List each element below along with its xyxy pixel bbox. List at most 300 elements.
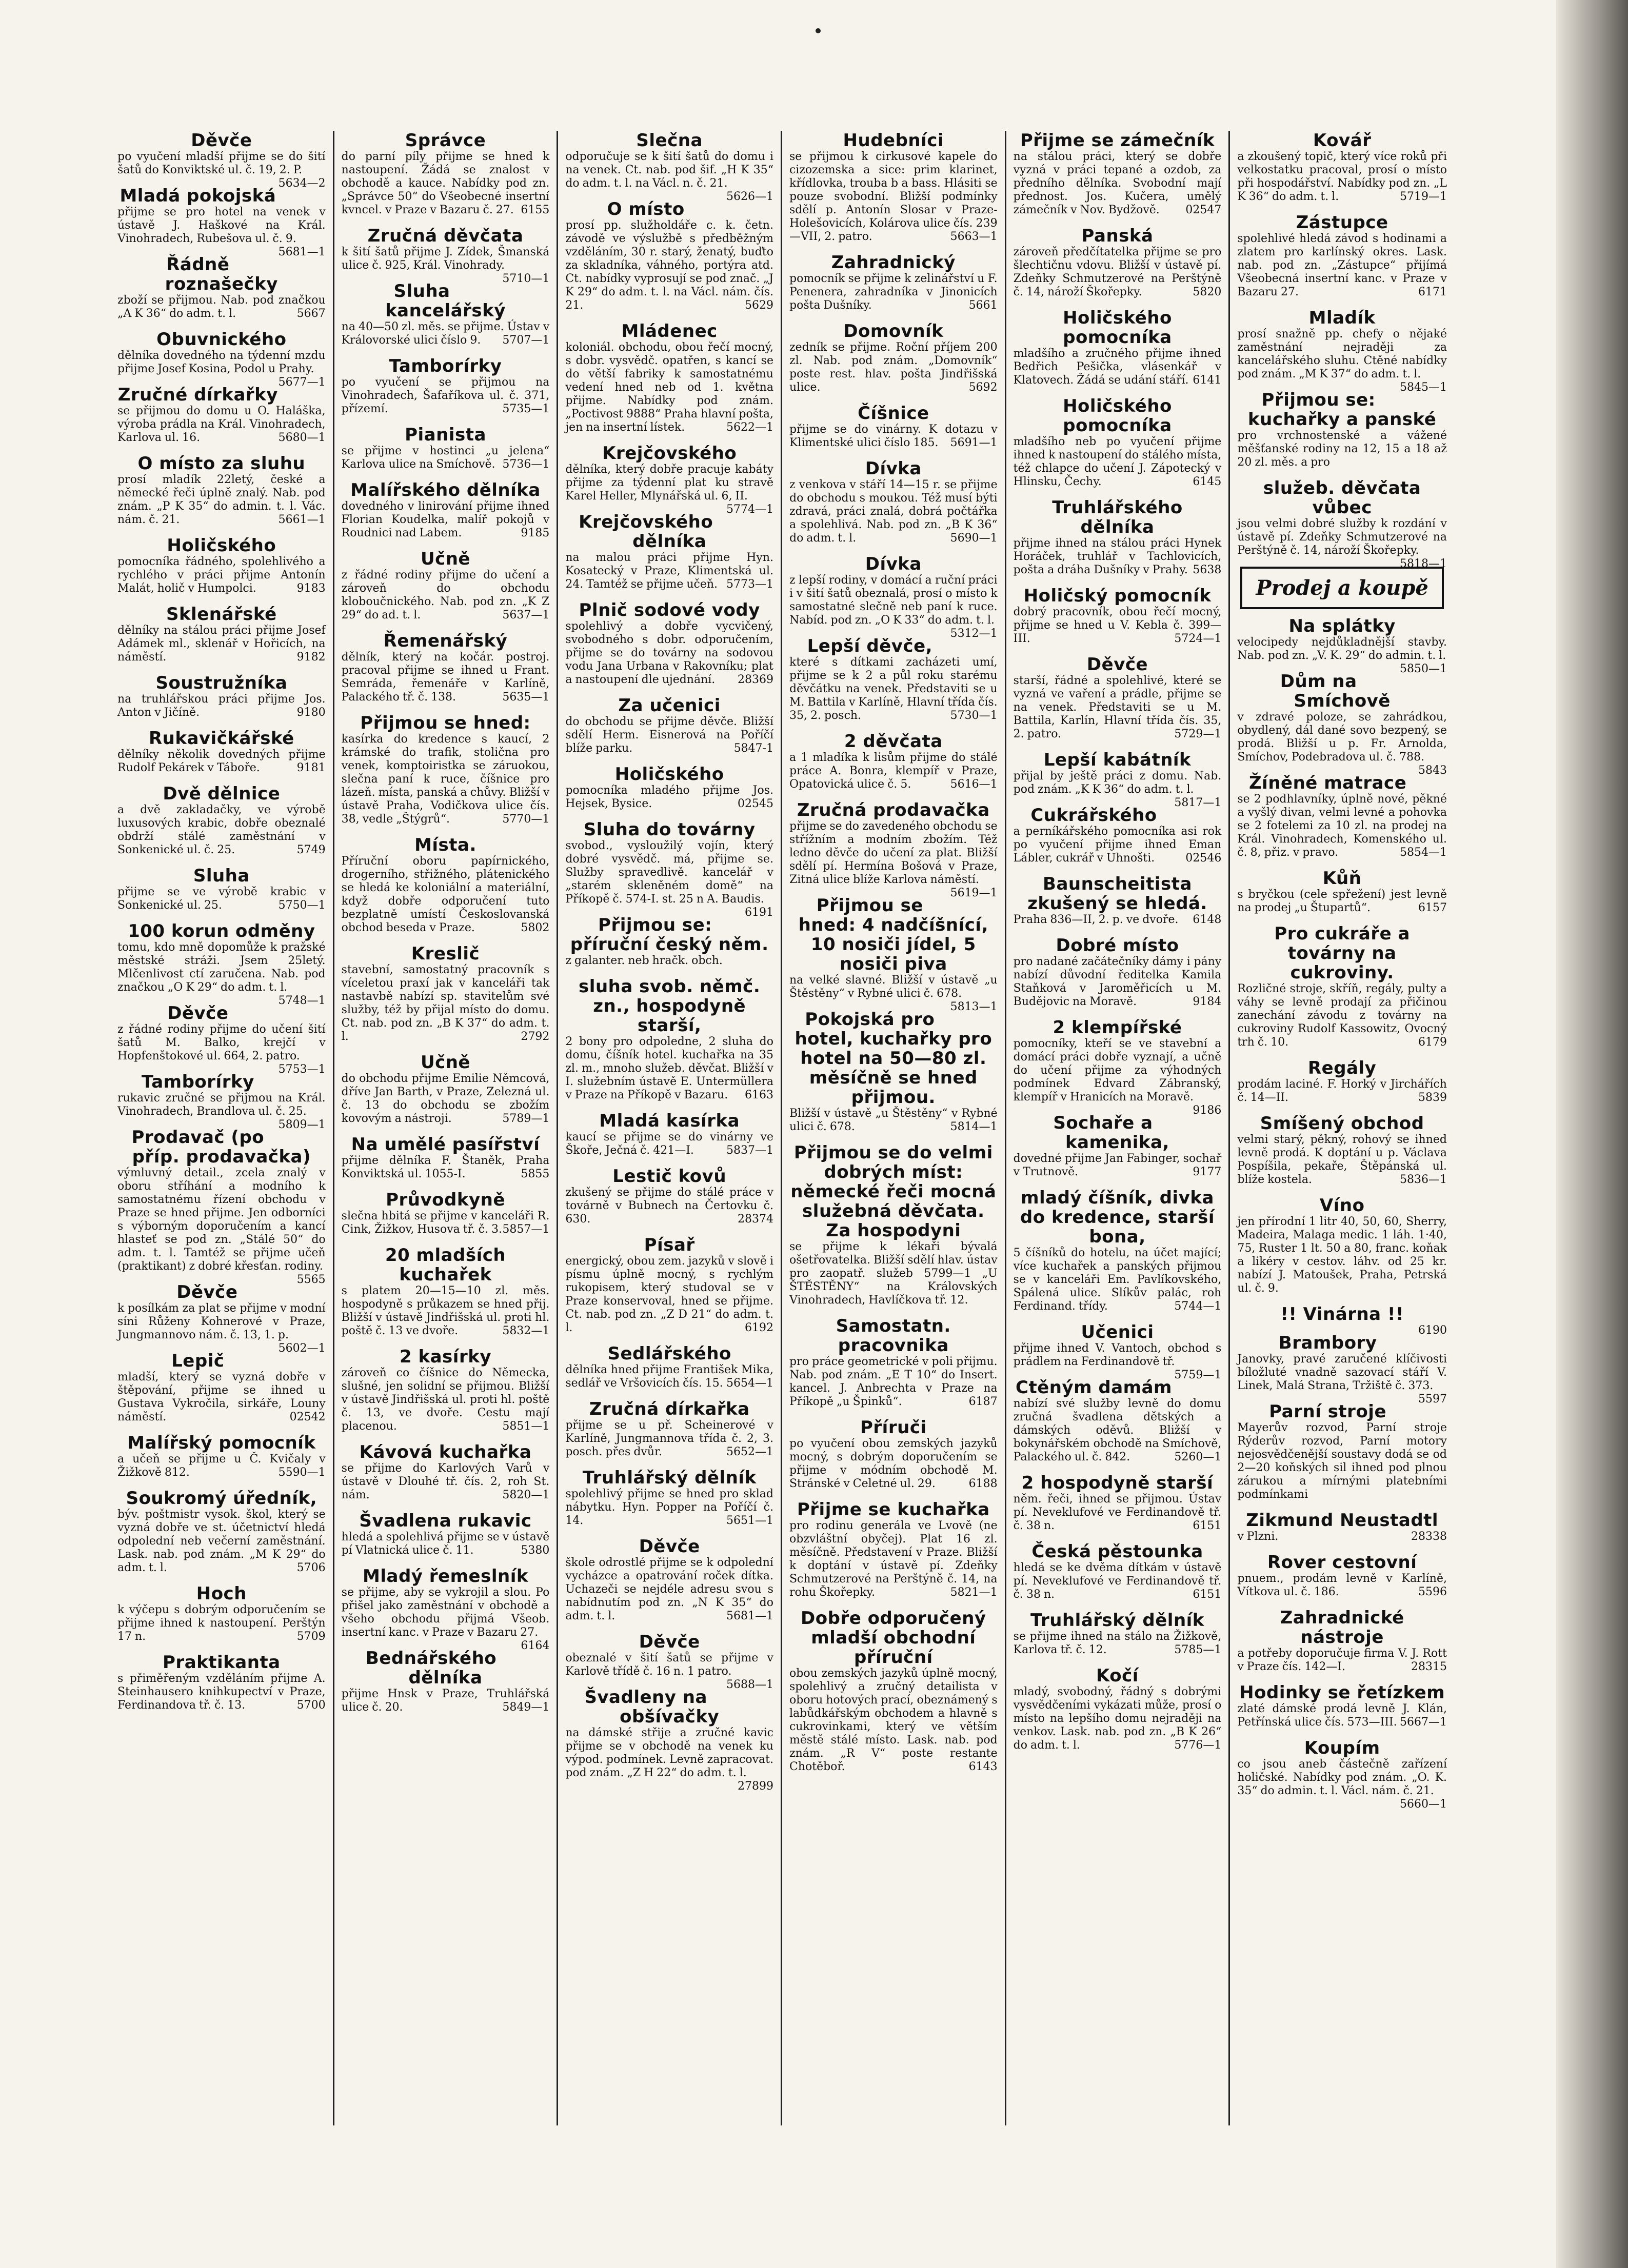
ad-body: [789, 1437, 998, 1491]
ad-number: 5681—1: [278, 246, 326, 258]
ad-heading: Regály: [1307, 1058, 1377, 1078]
ad-number: 5707—1: [502, 334, 550, 347]
ad-heading: Hodinky se řetízkem: [1239, 1682, 1445, 1703]
ad-number: 5596: [1418, 1585, 1447, 1598]
ad-text: dělníka hned přijme František Mika, sedlář ve Vršovicích čís. 15.: [565, 1363, 773, 1390]
ad-number: 6145: [1193, 475, 1222, 488]
ad-heading: Přijme se zámečník: [1020, 131, 1215, 151]
ad-heading: 20 mladších kuchařek: [385, 1245, 506, 1285]
ad-text: přijme ihned na stálou práci Hynek Horáček, truhlář v Tachlovicích, pošta a dráha Dušníky v Prahy.: [1013, 537, 1222, 576]
ad-heading: Víno: [1319, 1195, 1365, 1216]
ad-text: mladšího a zručného přijme ihned Bedřich Pešička, vlásenkář v Klatovech. Žádá se udání stáří.: [1013, 347, 1222, 387]
ad-text: Janovky, pravé zaručené klíčivosti bíložluté vnadně sazovací stáří V. Linek, Malá Strana, Tržiště č. 373.: [1237, 1353, 1447, 1392]
ad-number: 5753—1: [278, 1063, 326, 1076]
classified-ad: [342, 1649, 550, 1714]
ad-heading: Hudebníci: [843, 131, 944, 151]
ad-text: dovedné přijme Jan Fabinger, sochař v Trutnově.: [1013, 1152, 1222, 1178]
classified-ad: [789, 131, 998, 244]
ad-heading: Lepič: [171, 1351, 225, 1371]
ad-number: 5749: [296, 844, 326, 856]
classified-ad: [117, 1584, 326, 1643]
ad-heading: Sluha kancelářský: [385, 281, 506, 321]
classified-ad: [565, 600, 773, 687]
ad-number: 5854—1: [1399, 846, 1447, 859]
ad-body: [117, 804, 326, 857]
ad-body: [117, 1672, 326, 1712]
ad-number: 5821—1: [950, 1586, 998, 1599]
ad-number: 5661—1: [278, 513, 326, 526]
ad-body: [565, 620, 773, 687]
ad-heading: Mladá pokojská: [120, 186, 276, 206]
classified-ad: [341, 226, 550, 285]
ad-text: velocipedy nejdůkladnější stavby. Nab. pod zn. „V. K. 29“ do admin. t. l.: [1237, 636, 1447, 662]
ad-heading: 2 hospodyně starší: [1021, 1473, 1214, 1493]
ad-heading: Učně: [420, 549, 470, 569]
ad-heading: Příruči: [860, 1417, 927, 1438]
ad-text: a potřeby doporučuje firma V. J. Rott v Praze čís. 142—I.: [1237, 1647, 1447, 1673]
ad-number: 5634—2: [278, 177, 326, 190]
classified-ad: [1014, 806, 1222, 865]
ad-text: starší, řádné a spolehlivé, které se vyzná ve vaření a prádle, přijme se na venek. Představiti se u M. Battila, Karlín, Hlavní třída čís. 35, 2. patro.: [1013, 674, 1222, 740]
ad-heading: Ctěným damám: [1016, 1377, 1172, 1398]
ad-heading: Zručná dírkařka: [589, 1399, 750, 1419]
ad-text: jen přírodní 1 litr 40, 50, 60, Sherry, Madeira, Malaga medic. 1 láh. 1·40, 75, Ruster 1 lt. 50 a 80, franc. koňak a likéry v cestov. láhv. od 25 kr. nabízí J. Matoušek, Praha, Petrská ul. č. 9.: [1237, 1215, 1447, 1295]
column-4: [782, 131, 1006, 2125]
ad-heading: Zikmund Neustadtl: [1246, 1510, 1439, 1531]
ad-number: 5837—1: [726, 1144, 773, 1157]
ad-body: [1237, 1647, 1447, 1674]
ad-heading: Kočí: [1096, 1665, 1139, 1686]
classified-ad: [1237, 773, 1447, 859]
ad-heading: Česká pěstounka: [1031, 1541, 1203, 1562]
classified-ad: [1237, 390, 1447, 469]
ad-number: 02545: [737, 797, 773, 810]
ad-body: [117, 886, 326, 912]
classified-ad: [117, 1433, 326, 1479]
ad-number: 5629: [744, 299, 773, 312]
classified-ad: [117, 329, 326, 389]
ad-text: výmluvný detail., zcela znalý v oboru stříhání a modního k samostatnému řízení obchodu v Praze se hned přijme. Jen odborníci s výborným doporučením a kancí hlasteť se pod zn. „Stálé 50“ do adm. t. l. Tamtéž se přijme učeň (praktikant) z dobré křesťan. rodiny.: [117, 1167, 326, 1273]
ad-body: [117, 1023, 326, 1076]
ad-heading: Sluha: [193, 866, 250, 886]
ad-body: [1014, 537, 1222, 577]
ad-heading: Holičského: [167, 535, 276, 556]
ad-text: prosí mladík 22letý, české a německé řeči úplně znalý. Nab. pod znám. „P K 35“ do admin. t. l. Vác. nám. č. 21.: [117, 473, 326, 526]
ad-number: 5626—1: [726, 190, 773, 203]
ad-heading: 2 klempířské: [1053, 1017, 1182, 1038]
classified-ad: [565, 322, 773, 434]
ad-text: slečna hbitá se přijme v kanceláři R. Cink, Žižkov, Husova tř. č. 3.: [341, 1210, 550, 1236]
classified-ad: [565, 819, 773, 919]
ad-body: [1014, 246, 1222, 299]
ad-text: obou zemských jazyků úplně mocný, spolehlivý a zručný detailista v oboru hotových prací, obeznámený s labůdkářským obchodem a hlavně s cukrovinkami, který ve větším městě stálé místo. Lask. nab. pod znám. „R V“ poste restante Chotěboř.: [789, 1667, 998, 1773]
ad-body: [565, 1652, 773, 1691]
ad-body: [117, 473, 326, 527]
ad-body: [341, 1586, 550, 1652]
ad-number: 5814—1: [950, 1120, 998, 1133]
ad-body: [1237, 1572, 1447, 1599]
ad-text: do parní píly přijme se hned k nastoupení. Žádá se znalost v obchodě a kauce. Nabídky pod zn. „Správce 50“ do Všeobecné insertní kvncel. v Praze v Bazaru č. 27.: [341, 150, 550, 216]
ad-text: zedník se přijme. Roční příjem 200 zl. Nab. pod znám. „Domovník“ poste rest. hlav. pošta Jindřišská ulice.: [789, 341, 998, 394]
ad-body: [342, 1462, 550, 1502]
ad-text: energický, obou zem. jazyků v slově i písmu úplně mocný, s rychlým rukopisem, který studoval se v Praze konservoval, hned se přijme. Ct. nab. pod zn. „Z D 21“ do adm. t. l.: [565, 1255, 773, 1334]
ad-heading: Sochaře a kamenika,: [1053, 1113, 1169, 1153]
ad-body: [1237, 1758, 1447, 1811]
ad-heading: Samostatn. pracovnika: [836, 1316, 951, 1356]
ad-heading: Kávová kuchařka: [359, 1442, 532, 1462]
ad-text: na 40—50 zl. měs. se přijme. Ústav v Královorské ulici číslo 9.: [341, 320, 550, 347]
ad-number: 5637—1: [502, 609, 550, 621]
ad-number: 6171: [1418, 286, 1447, 298]
ad-heading: Domovník: [843, 321, 944, 342]
ad-text: se 2 podhlavníky, úplně nové, pěkné a vyšlý divan, velmi levné a pohovka se 2 fotelemi za 10 zl. na prodej na Král. Vinohradech, Komenského ul. č. 8, přiz. v pravo.: [1237, 793, 1447, 859]
ad-body: [1013, 1342, 1222, 1381]
ad-number: 5817—1: [1174, 796, 1222, 809]
ad-body: [342, 1367, 550, 1433]
ad-number: 02547: [1185, 204, 1222, 216]
ad-number: 6191: [744, 906, 773, 919]
ad-body: [565, 784, 773, 811]
ad-number: 5744—1: [1174, 1300, 1222, 1313]
ad-body: [789, 1107, 998, 1134]
classified-ad: [117, 1351, 326, 1424]
ad-body: [342, 1154, 550, 1181]
ad-text: pnuem., prodám levně v Karlíně, Vítkova ul. č. 186.: [1237, 1572, 1447, 1598]
classified-ad: [342, 356, 550, 416]
ad-number: 02542: [289, 1411, 326, 1423]
classified-ad: [789, 1143, 998, 1307]
ad-body: [1237, 711, 1447, 777]
ad-number: 9183: [296, 582, 326, 595]
ad-number: 9184: [1193, 995, 1222, 1008]
ad-heading: Obuvnického: [156, 329, 287, 350]
ad-number: 9177: [1193, 1166, 1222, 1178]
column-1: [110, 131, 334, 2125]
ad-text: a dvě zakladačky, ve výrobě luxusových krabic, dobře obeznalé obdrží stálé zaměstnání v Sonkenické ul. č. 25.: [117, 804, 326, 856]
ad-body: [565, 219, 773, 312]
classified-ad: [789, 554, 998, 640]
ad-heading: Sklenářské: [166, 604, 277, 625]
classified-ad: [565, 131, 773, 203]
ad-number: 9180: [296, 706, 326, 719]
ad-body: [117, 693, 326, 719]
ad-number: 5813—1: [950, 1000, 998, 1013]
ad-number: 6141: [1193, 374, 1222, 387]
classified-ad: [1237, 1114, 1447, 1187]
ad-number: 5638: [1193, 564, 1222, 576]
ad-text: přijme dělníka F. Štaněk, Praha Konviktská ul. 1055-I.: [341, 1154, 550, 1180]
ad-heading: Děvče: [639, 1536, 700, 1557]
ad-heading: Soustružníka: [155, 673, 288, 693]
classified-ad: [1013, 750, 1222, 809]
ad-heading: Švadleny na obšívačky: [584, 1687, 720, 1727]
ad-body: [1014, 1397, 1222, 1464]
ad-text: se přijme, aby se vykrojil a slou. Po přišel jako zaměstnání v obchodě a všeho obchodu přijmá Všeob. insertní kanc. v Praze v Bazaru 27.: [341, 1586, 550, 1639]
ad-body: [1237, 636, 1447, 675]
ad-text: Praha 836—II, 2. p. ve dvoře.: [1013, 913, 1179, 926]
ad-number: 5602—1: [278, 1342, 326, 1355]
ad-heading: Brambory: [1278, 1333, 1377, 1353]
ad-heading: Mládenec: [621, 321, 718, 342]
ad-body: [1237, 1353, 1447, 1406]
ad-number: 6164: [521, 1639, 550, 1652]
ad-number: 5735—1: [502, 403, 550, 415]
classified-ad: [789, 404, 998, 450]
classified-ad: [342, 1190, 550, 1236]
classified-ad: [342, 835, 550, 935]
classified-ad: [1237, 308, 1447, 394]
ad-body: [342, 500, 550, 540]
ad-number: 5312—1: [950, 627, 998, 640]
ad-text: pomocník se přijme k zelinářství u F. Penenera, zahradníka v Jinonicích pošta Dušníky.: [789, 272, 998, 312]
ad-body: [789, 974, 998, 1013]
ad-body: [789, 1667, 998, 1774]
ad-heading: Zahradnické nástroje: [1280, 1608, 1404, 1648]
ad-heading: Lepší kabátník: [1043, 750, 1192, 770]
ad-text: v zdravé poloze, se zahrádkou, obydlený, dál dané sovo bezpený, se prodá. Bližší u p. Fr. Arnolda, Smíchov, Podebradova ul. č. 788.: [1237, 711, 1447, 764]
ad-body: [342, 964, 550, 1043]
ad-text: přijme se ve výrobě krabic v Sonkenické ul. 25.: [117, 886, 326, 912]
ad-heading: Děvče: [167, 1003, 229, 1023]
ad-heading: Přijmou se: příruční český něm.: [570, 915, 769, 955]
ad-number: 5635—1: [502, 691, 550, 704]
ad-body: [1237, 982, 1447, 1049]
classified-ad: [117, 131, 326, 190]
ad-text: svobod., vysloužilý vojín, který dobré vysvědč. má, přijme se. Služby spravedlivě. kancelář v „starém skleněném domě“ na Příkopě č. 574-I. st. 25 n A. Baudis.: [565, 839, 773, 906]
ad-number: 5710—1: [502, 272, 550, 285]
ad-body: [789, 1519, 998, 1599]
ad-heading: Pokojská pro hotel, kuchařky pro hotel na 50—80 zl. měsíčně se hned přijmou.: [795, 1009, 992, 1108]
ad-number: 6151: [1193, 1519, 1222, 1532]
classified-ad: [1014, 308, 1222, 387]
ad-heading: Sedlářského: [607, 1343, 731, 1364]
ad-text: pomocníky, kteří se ve stavební a domácí práci dobře vyznají, a učně do učení přijme za výhodných podmínek Edvard Zábranský, klempíř v Hranicích na Moravě.: [1013, 1037, 1222, 1103]
ad-text: dělníky na stálou práci přijme Josef Adámek ml., sklenář v Hořicích, na náměstí.: [117, 624, 326, 664]
ad-heading: 2 kasírky: [400, 1347, 491, 1367]
ad-number: 5748—1: [278, 994, 326, 1007]
ad-text: do obchodu přijme Emilie Němcová, dříve Jan Barth, v Praze, Zelezná ul. č. 13 do obchodu se zbožím kovovým a nástroji.: [341, 1072, 550, 1125]
ad-number: 6192: [744, 1321, 773, 1334]
ad-body: [1014, 674, 1222, 741]
ad-body: [117, 624, 326, 664]
ad-number: 6190: [1418, 1324, 1447, 1337]
ad-body: [342, 445, 550, 471]
classified-ad: [1237, 131, 1447, 204]
ad-text: velmi starý, pěkný, rohový se ihned levně prodá. K doptání u p. Václava Pospíšila, pekaře, Štěpánská ul. blíže kostela.: [1237, 1133, 1447, 1186]
ad-text: koloniál. obchodu, obou řečí mocný, s dobr. vysvědč. opatřen, s kancí se do větší fabriky k samostatnému vedení hned neb od 1. května přijme. Nabídky pod znám. „Poctivost 9888“ Praha hlavní pošta, jen na insertní lístek.: [565, 341, 773, 434]
ad-text: dělníka dovedného na týdenní mzdu přijme Josef Kosina, Podol u Prahy.: [117, 349, 326, 375]
ad-body: [565, 715, 773, 755]
ad-heading: 100 korun odměny: [128, 921, 315, 941]
ad-body: [1014, 150, 1222, 217]
ad-body: [1014, 913, 1222, 927]
ad-heading: Truhlářský dělník: [582, 1468, 757, 1488]
classified-ad: [565, 512, 773, 591]
ad-text: s přiměřeným vzděláním přijme A. Steinhausero knihkupectví v Praze, Ferdinandova tř. č. 13.: [117, 1672, 326, 1712]
ad-text: prosí snažně pp. chefy o nějaké zaměstnání nejraději za kancelářského sluhu. Ctěné nabídky pod znám. „M K 37“ do adm. t. l.: [1237, 328, 1447, 380]
ad-heading: Sluha do továrny: [583, 819, 756, 840]
ad-body: [1237, 429, 1447, 469]
ad-body: [1014, 1630, 1222, 1657]
ad-text: odporučuje se k šití šatů do domu i na venek. Ct. nab. pod šif. „H K 35“ do adm. t. l. na Václ. n. č. 21.: [565, 150, 773, 190]
classified-ad: [565, 1632, 773, 1691]
ad-heading: Rukavičkářské: [148, 728, 294, 749]
ad-number: 6157: [1418, 901, 1447, 914]
ad-text: po vyučení obou zemských jazyků mocný, s dobrým doporučením se přijme v módním obchodě M. Stránské v Celetné ul. 29.: [789, 1437, 998, 1490]
ad-number: 5724—1: [1174, 632, 1222, 645]
ad-body: [1014, 1493, 1222, 1533]
ad-number: 5622—1: [726, 421, 773, 434]
classified-ad: [342, 282, 550, 347]
classified-ad: [1237, 1333, 1447, 1406]
ad-heading: Místa.: [414, 835, 477, 855]
ad-number: 5590—1: [278, 1466, 326, 1479]
classified-ad: [342, 1246, 550, 1338]
ad-body: [565, 1255, 773, 1335]
ad-number: 5730—1: [950, 709, 998, 722]
ad-heading: Žíněné matrace: [1249, 773, 1407, 793]
classified-ad: [565, 1111, 773, 1157]
ad-body: [117, 1603, 326, 1643]
ad-text: mladý, svobodný, řádný s dobrými vysvědčeními vykázati může, prosí o místo na lepšího domu nejraději na venkov. Lask. nab. pod zn. „B K 26“ do adm. t. l.: [1013, 1685, 1222, 1752]
ad-text: Mayerův rozvod, Parní stroje Rýderův rozvod, Parní motory nejosvědčenější soustavy dodá se od 2—20 koňských sil ihned pod plnou zárukou a mírnými platebními podmínkami: [1237, 1421, 1447, 1501]
ad-text: přijme se do vinárny. K dotazu v Klimentské ulici číslo 185.: [789, 423, 998, 449]
ad-number: 5260—1: [1174, 1451, 1222, 1463]
ad-number: 28315: [1411, 1660, 1447, 1673]
classified-ad: [565, 1468, 773, 1528]
ad-number: 5851—1: [502, 1420, 550, 1433]
ad-heading: Soukromý úředník,: [126, 1488, 317, 1509]
classified-ad: [565, 199, 773, 312]
ad-text: přijme se u př. Scheinerové v Karlíně, Jungmannova třída č. 2, 3. posch. přes dvůr.: [565, 1419, 773, 1458]
ad-number: 5850—1: [1399, 663, 1447, 675]
classified-ad: [565, 1235, 773, 1335]
ad-heading: sluha svob. němč. zn., hospodyně starší,: [579, 976, 761, 1036]
ad-number: 6143: [968, 1760, 998, 1773]
ad-number: 27899: [737, 1780, 773, 1793]
ad-number: 5652—1: [726, 1446, 773, 1458]
column-6: [1230, 131, 1454, 2125]
ad-body: [1014, 1247, 1222, 1313]
classified-ad: [117, 866, 326, 912]
column-5: [1006, 131, 1230, 2125]
classified-ad: [117, 1282, 326, 1355]
ad-number: 5667: [296, 307, 326, 320]
ad-heading: Holičský pomocník: [1023, 586, 1212, 606]
classified-ad: [117, 605, 326, 664]
ad-number: 5654—1: [726, 1377, 773, 1390]
ad-text: a 1 mladíka k lisům přijme do stálé práce A. Bonra, klempíř v Praze, Opatovická ulice č. 5.: [789, 751, 998, 791]
classified-ad: [342, 1511, 550, 1557]
ad-text: zboží se přijmou. Nab. pod značkou „A K 36“ do adm. t. l.: [117, 294, 326, 320]
ad-body: [1013, 770, 1222, 809]
ad-text: na dámské střije a zručné kavic přijme se v obchodě na venek ku výpod. podmínek. Levně zapracovat. pod znám. „Z H 22“ do adm. t. l.: [565, 1727, 773, 1779]
ad-number: 5773—1: [726, 578, 773, 591]
ad-text: se přijme v hostinci „u jelena“ Karlova ulice na Smíchově.: [341, 445, 550, 471]
ad-number: 5651—1: [726, 1514, 773, 1527]
ad-text: k posílkám za plat se přijme v modní síni Růženy Kohnerové v Praze, Jungmannovo nám. č. 13, 1. p.: [117, 1302, 326, 1341]
ad-number: 5616—1: [950, 778, 998, 791]
ad-heading: Kovář: [1313, 131, 1372, 151]
classified-ad: [1014, 586, 1222, 646]
ad-number: 5663—1: [950, 230, 998, 243]
ad-heading: Zástupce: [1296, 212, 1388, 233]
classified-ad: [789, 1316, 998, 1409]
ad-text: dělníky několik dovedných přijme Rudolf Pekárek v Táboře.: [117, 748, 326, 774]
ad-body: [117, 1302, 326, 1355]
classified-ad: [565, 915, 773, 968]
classified-ad: [1013, 1322, 1222, 1381]
ad-heading: Holičského: [614, 764, 724, 785]
ad-body: [342, 1688, 550, 1714]
classified-ad: [1237, 671, 1447, 777]
classified-ad: [789, 459, 998, 545]
ad-text: býv. poštmistr vysok. škol, který se vyzná dobře ve st. účetnictví hledá odpolední neb večerní zaměstnání. Lask. nab. pod znám. „M K 29“ do adm. t. l.: [117, 1508, 326, 1574]
ad-body: [117, 1167, 326, 1286]
classified-ad: [565, 1687, 773, 1793]
ad-text: na malou práci přijme Hyn. Kosatecký v Praze, Klimentská ul. 24. Tamtéž se přijme učeň.: [565, 551, 773, 591]
ad-body: [1237, 1702, 1447, 1729]
ad-heading: 2 děvčata: [844, 731, 943, 752]
classified-ad: [789, 1500, 998, 1599]
ad-body: [1014, 1561, 1222, 1601]
ad-body: [789, 574, 998, 640]
classified-ad: [117, 385, 326, 445]
ad-heading: Řemenářský: [383, 631, 508, 651]
ad-body: [565, 1186, 773, 1226]
ad-heading: Dívka: [865, 554, 922, 574]
ad-text: 2 bony pro odpoledne, 2 sluha do domu, číšník hotel. kuchařka na 35 zl. m., mnoho služeb. děvčat. Bližší v I. služebním ústavě E. Untermüllera v Praze na Příkopě v Bazaru.: [565, 1035, 773, 1101]
classified-ad: [1014, 498, 1222, 577]
classified-ad: [1014, 1113, 1222, 1179]
ad-number: 5849—1: [502, 1701, 550, 1714]
ad-text: pro rodinu generála ve Lvově (ne obzvláštní obyčej). Plat 16 zl. měsíčně. Představení v Praze. Bližší k doptání v ústavě pí. Zdeňky Schmutzerové na Perštýně č. 14, na rohu Škořepky.: [789, 1519, 998, 1599]
ad-heading: Přijmou se hned:: [360, 713, 531, 733]
ad-heading: Praktikanta: [163, 1652, 281, 1673]
ad-body: [342, 376, 550, 416]
ad-text: zároveň předčítatelka přijme se pro šlechtičnu vdovu. Bližší v ústavě pí. Zdeňky Schmutzerové na Perštýně č. 14, nároží Škořepky.: [1013, 246, 1222, 298]
ad-body: [1014, 955, 1222, 1009]
ad-body: [565, 551, 773, 591]
ad-text: dělník, který na kočár. postroj. pracoval přijme se ihned u Frant. Semráda, řemenáře v Karlíně, Palackého tř. č. 138.: [341, 651, 550, 704]
classified-ad: [117, 536, 326, 595]
ad-text: z galanter. neb hračk. obch.: [565, 954, 723, 967]
classified-ad: [1014, 1473, 1222, 1533]
ad-body: [565, 1727, 773, 1793]
ad-number: 5719—1: [1399, 190, 1447, 203]
ad-heading: Holičského pomocníka: [1063, 396, 1172, 436]
ad-number: 5691—1: [950, 436, 998, 449]
ad-text: něm. řeči, ihned se přijmou. Ústav pí. Neveklufové ve Ferdinandově tř. č. 38 n.: [1013, 1493, 1222, 1532]
classified-ad: [565, 1399, 773, 1459]
ad-body: [789, 423, 998, 450]
ad-body: [565, 1131, 773, 1157]
ad-body: [789, 1355, 998, 1409]
ad-body: [117, 206, 326, 258]
ad-heading: Dobré místo: [1056, 935, 1179, 956]
ad-body: [1014, 435, 1222, 489]
classified-ad: [789, 895, 998, 1013]
ad-text: pro nadané začátečníky dámy i pány nabízí důvodní ředitelka Kamila Staňková v Jaroměřicích u M. Budějovic na Moravě.: [1013, 955, 1222, 1008]
ad-text: zkušený se přijme do stálé práce v továrně v Bubnech na Čertovku č. 630.: [565, 1186, 773, 1226]
ad-number: 9185: [521, 527, 550, 539]
ad-body: [789, 272, 998, 312]
classified-ad: [117, 1072, 326, 1131]
ad-heading: Holičského pomocníka: [1063, 308, 1172, 348]
ad-heading: Baunscheitista zkušený se hledá.: [1027, 874, 1207, 914]
ad-number: 5847-1: [733, 742, 773, 755]
ad-number: 5836—1: [1399, 1173, 1447, 1186]
